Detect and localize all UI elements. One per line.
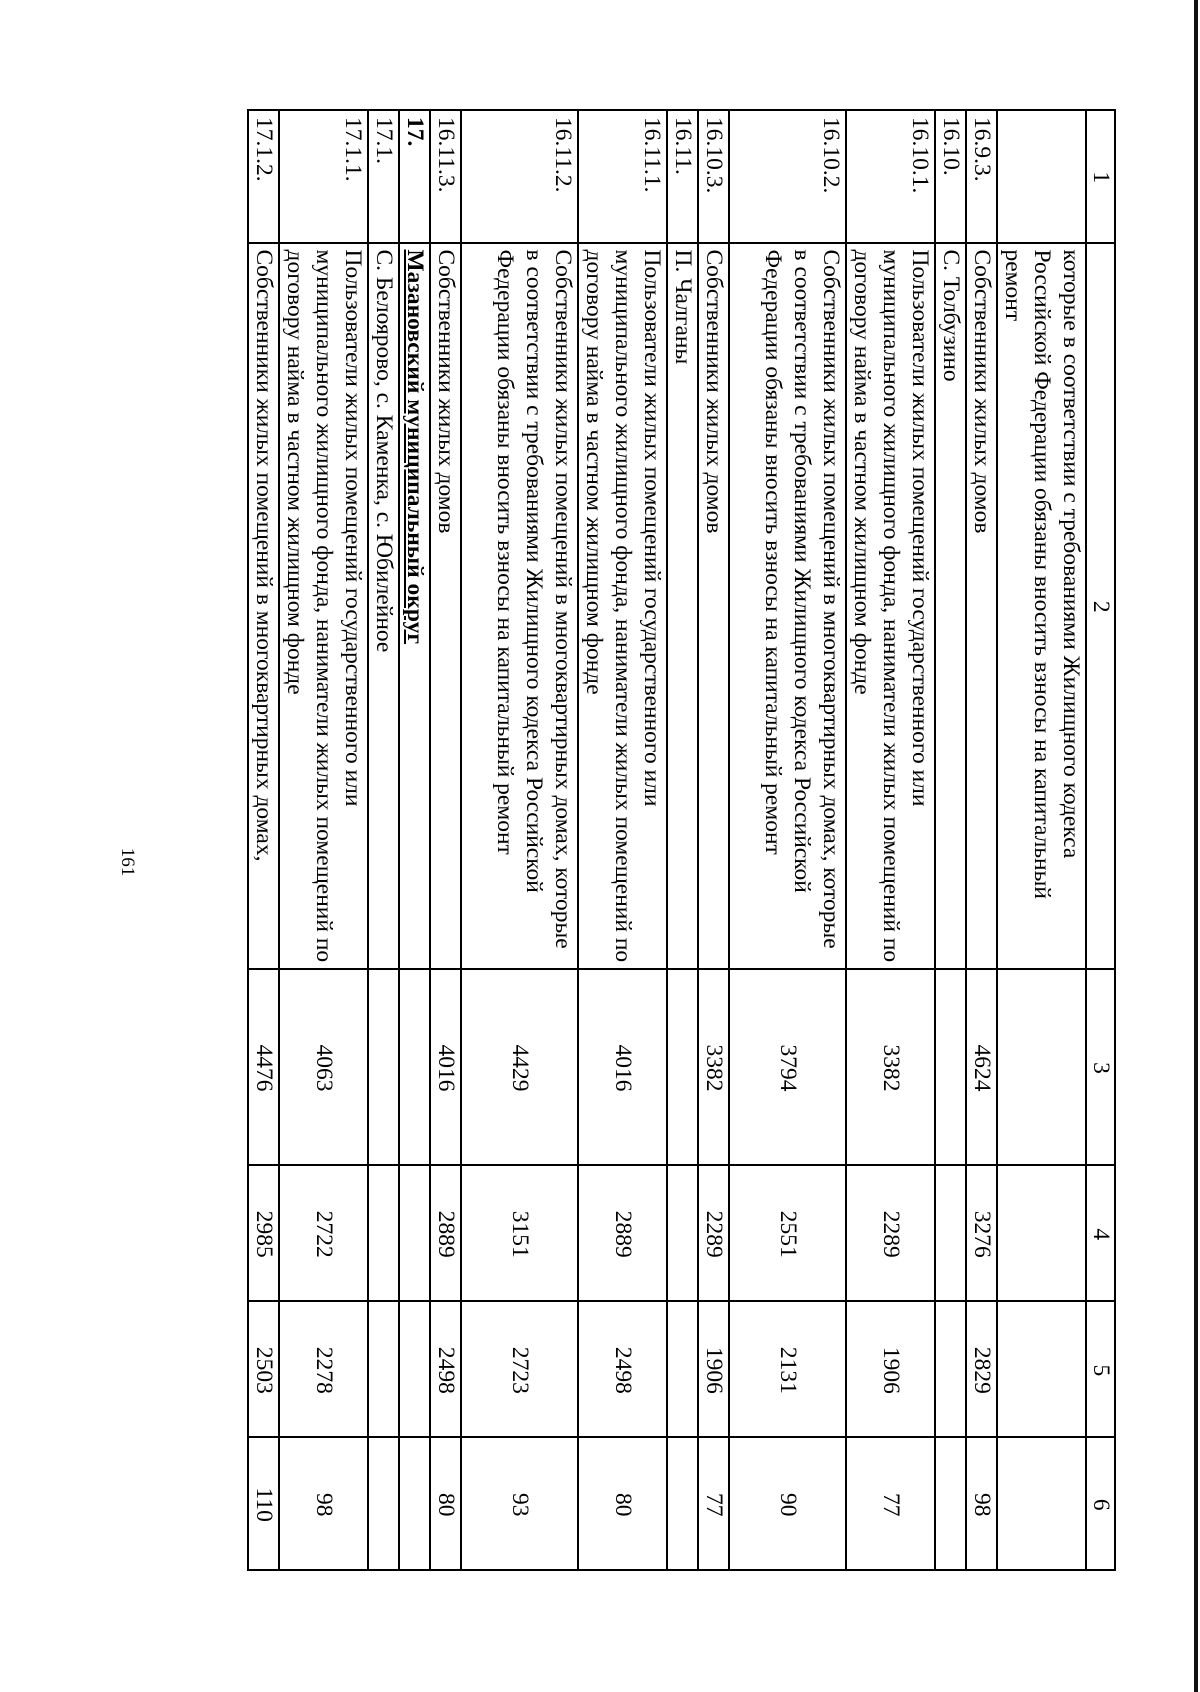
row-value-col5 xyxy=(997,1301,1086,1437)
row-value-col5: 2131 xyxy=(729,1301,846,1437)
row-code-cell: 16.11.3. xyxy=(430,110,461,243)
row-name-cell: Пользователи жилых помещений государственного или муниципального жилищного фонда, наниматели жилых помещений по договору найма в частном жилищном фонде xyxy=(279,243,368,969)
row-value-col6 xyxy=(935,1437,966,1570)
row-value-col3: 4063 xyxy=(279,969,368,1165)
table-body xyxy=(248,110,1086,1570)
row-value-col6: 80 xyxy=(578,1437,667,1570)
row-value-col4 xyxy=(667,1165,698,1301)
row-value-col4: 2889 xyxy=(578,1165,667,1301)
row-value-col4: 2889 xyxy=(430,1165,461,1301)
row-value-col6 xyxy=(667,1437,698,1570)
row-name-cell: П. Чалганы xyxy=(667,243,698,969)
row-name-cell: Пользователи жилых помещений государственного или муниципального жилищного фонда, наниматели жилых помещений по договору найма в частном жилищном фонде xyxy=(578,243,667,969)
row-value-col6: 77 xyxy=(698,1437,729,1570)
row-value-col5: 2498 xyxy=(430,1301,461,1437)
row-value-col6: 98 xyxy=(279,1437,368,1570)
row-value-col4 xyxy=(399,1165,430,1301)
row-code-cell: 16.10. xyxy=(935,110,966,243)
row-name-cell: Собственники жилых помещений в многоквартирных домах, xyxy=(248,243,279,969)
table-row xyxy=(461,110,578,1570)
table-row xyxy=(846,110,935,1570)
table-row xyxy=(248,110,279,1570)
table-row xyxy=(399,110,430,1570)
page-number: 161 xyxy=(117,847,138,877)
row-value-col6 xyxy=(399,1437,430,1570)
row-value-col4: 2551 xyxy=(729,1165,846,1301)
row-name-cell: Собственники жилых домов xyxy=(698,243,729,969)
row-value-col5: 2829 xyxy=(966,1301,997,1437)
row-name-cell: С. Толбузино xyxy=(935,243,966,969)
row-code-cell: 16.11. xyxy=(667,110,698,243)
row-value-col3 xyxy=(997,969,1086,1165)
rotated-table-container xyxy=(195,109,1116,1571)
row-code-cell: 17.1. xyxy=(368,110,399,243)
row-value-col6: 98 xyxy=(966,1437,997,1570)
table-row xyxy=(279,110,368,1570)
header-col-1: 1 xyxy=(1086,110,1115,243)
row-value-col3: 3382 xyxy=(698,969,729,1165)
row-name-cell: которые в соответствии с требованиями Жилищного кодекса Российской Федерации обязаны вносить взносы на капитальный ремонт xyxy=(997,243,1086,969)
section-title: Мазановский муниципальный округ xyxy=(402,249,428,645)
row-name-cell: Собственники жилых домов xyxy=(966,243,997,969)
table-row xyxy=(667,110,698,1570)
row-value-col5: 1906 xyxy=(698,1301,729,1437)
row-value-col6: 90 xyxy=(729,1437,846,1570)
row-value-col3 xyxy=(399,969,430,1165)
row-code-cell: 16.10.3. xyxy=(698,110,729,243)
row-code-cell: 16.10.1. xyxy=(846,110,935,243)
row-value-col3: 4429 xyxy=(461,969,578,1165)
header-row xyxy=(1086,110,1115,1570)
table-row xyxy=(729,110,846,1570)
row-value-col6: 93 xyxy=(461,1437,578,1570)
row-value-col5: 2498 xyxy=(578,1301,667,1437)
row-code-cell: 17.1.1. xyxy=(279,110,368,243)
row-value-col4: 2985 xyxy=(248,1165,279,1301)
row-value-col4: 3151 xyxy=(461,1165,578,1301)
table-row xyxy=(997,110,1086,1570)
table-row xyxy=(430,110,461,1570)
header-col-4: 4 xyxy=(1086,1165,1115,1301)
row-code-cell: 16.11.2. xyxy=(461,110,578,243)
table-row xyxy=(368,110,399,1570)
row-value-col3 xyxy=(667,969,698,1165)
row-value-col4: 3276 xyxy=(966,1165,997,1301)
row-value-col5: 2278 xyxy=(279,1301,368,1437)
header-col-5: 5 xyxy=(1086,1301,1115,1437)
row-value-col6 xyxy=(997,1437,1086,1570)
row-value-col4: 2289 xyxy=(846,1165,935,1301)
row-name-cell: С. Белоярово, с. Каменка, с. Юбилейное xyxy=(368,243,399,969)
row-value-col3: 4624 xyxy=(966,969,997,1165)
row-value-col5: 1906 xyxy=(846,1301,935,1437)
row-value-col5 xyxy=(667,1301,698,1437)
row-name-cell xyxy=(399,243,430,969)
header-col-2: 2 xyxy=(1086,243,1115,969)
row-name-cell: Собственники жилых помещений в многоквартирных домах, которые в соответствии с требованиями Жилищного кодекса Российской Федерации обязаны вносить взносы на капитальный ремонт xyxy=(729,243,846,969)
row-code-cell: 17. xyxy=(399,110,430,243)
row-name-cell: Собственники жилых помещений в многоквартирных домах, которые в соответствии с требованиями Жилищного кодекса Российской Федерации обязаны вносить взносы на капитальный ремонт xyxy=(461,243,578,969)
row-value-col3: 3794 xyxy=(729,969,846,1165)
tariff-table xyxy=(247,109,1116,1571)
row-value-col5 xyxy=(935,1301,966,1437)
row-value-col5: 2723 xyxy=(461,1301,578,1437)
header-col-6: 6 xyxy=(1086,1437,1115,1570)
row-value-col5: 2503 xyxy=(248,1301,279,1437)
scan-edge xyxy=(1194,0,1198,1692)
row-value-col3 xyxy=(935,969,966,1165)
row-value-col5 xyxy=(368,1301,399,1437)
row-value-col3: 4476 xyxy=(248,969,279,1165)
row-code-cell: 16.10.2. xyxy=(729,110,846,243)
row-code-cell xyxy=(997,110,1086,243)
row-value-col5 xyxy=(399,1301,430,1437)
row-value-col3 xyxy=(368,969,399,1165)
row-value-col3: 4016 xyxy=(430,969,461,1165)
row-code-cell: 16.9.3. xyxy=(966,110,997,243)
row-name-cell: Пользователи жилых помещений государственного или муниципального жилищного фонда, наниматели жилых помещений по договору найма в частном жилищном фонде xyxy=(846,243,935,969)
row-value-col4 xyxy=(997,1165,1086,1301)
table-row xyxy=(935,110,966,1570)
table-row xyxy=(578,110,667,1570)
row-value-col6 xyxy=(368,1437,399,1570)
row-value-col3: 3382 xyxy=(846,969,935,1165)
table-row xyxy=(966,110,997,1570)
row-code-cell: 16.11.1. xyxy=(578,110,667,243)
row-code-cell: 17.1.2. xyxy=(248,110,279,243)
table-row xyxy=(698,110,729,1570)
row-value-col3: 4016 xyxy=(578,969,667,1165)
row-value-col4 xyxy=(368,1165,399,1301)
row-value-col4: 2722 xyxy=(279,1165,368,1301)
row-value-col4 xyxy=(935,1165,966,1301)
header-col-3: 3 xyxy=(1086,969,1115,1165)
row-value-col6: 110 xyxy=(248,1437,279,1570)
row-value-col6: 80 xyxy=(430,1437,461,1570)
row-name-cell: Собственники жилых домов xyxy=(430,243,461,969)
row-value-col6: 77 xyxy=(846,1437,935,1570)
row-value-col4: 2289 xyxy=(698,1165,729,1301)
